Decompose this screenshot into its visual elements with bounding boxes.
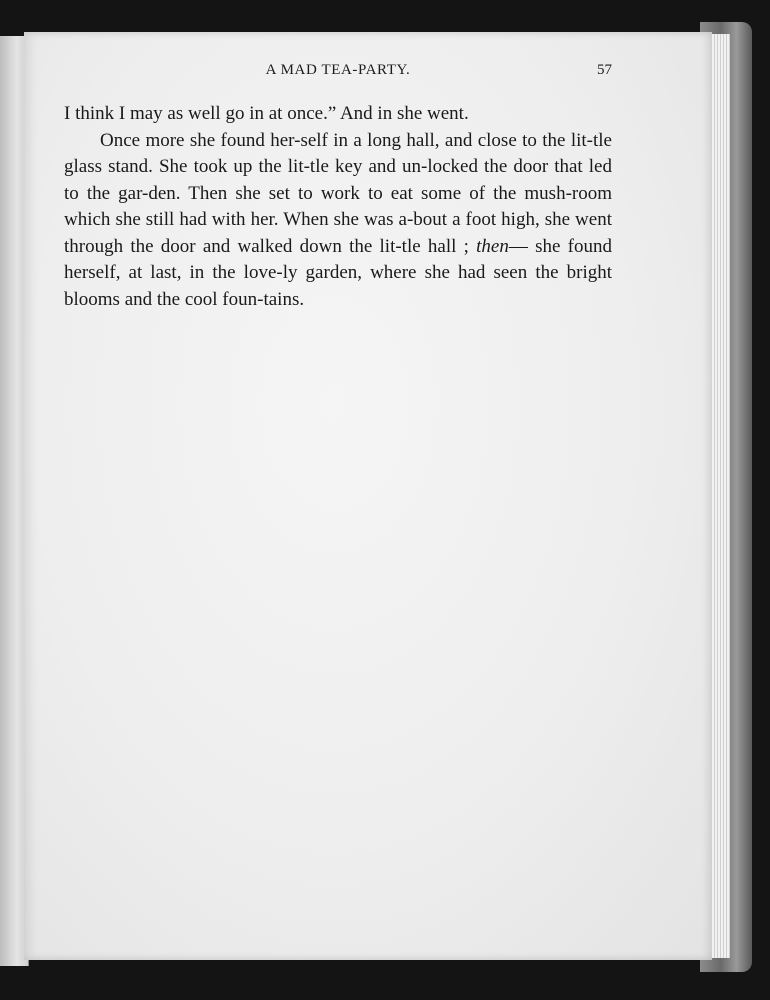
paragraph-1: I think I may as well go in at once.” And in she went. bbox=[64, 103, 469, 124]
page-number: 57 bbox=[597, 62, 612, 78]
paragraph-2-italic-word: then bbox=[476, 235, 509, 257]
paragraph-2-text-start: Once more she found her-self in a long hall, and close to the lit-tle glass stand. She took up the lit-tle key and un-locked the door that led to the gar-den. Then she set to work to eat some of the mush-room which she still had with her. When she was a-bout a foot high, she went through the door and walked down the lit-tle hall ; bbox=[64, 129, 612, 257]
paragraph-2 bbox=[64, 128, 612, 314]
paragraph-2-text-end: — she found herself, at last, in the love-ly garden, where she had seen the bright blooms and the cool foun-tains. bbox=[64, 235, 612, 310]
running-title: A MAD TEA-PARTY. bbox=[265, 62, 411, 78]
running-head bbox=[64, 62, 612, 82]
body-text bbox=[64, 101, 612, 313]
